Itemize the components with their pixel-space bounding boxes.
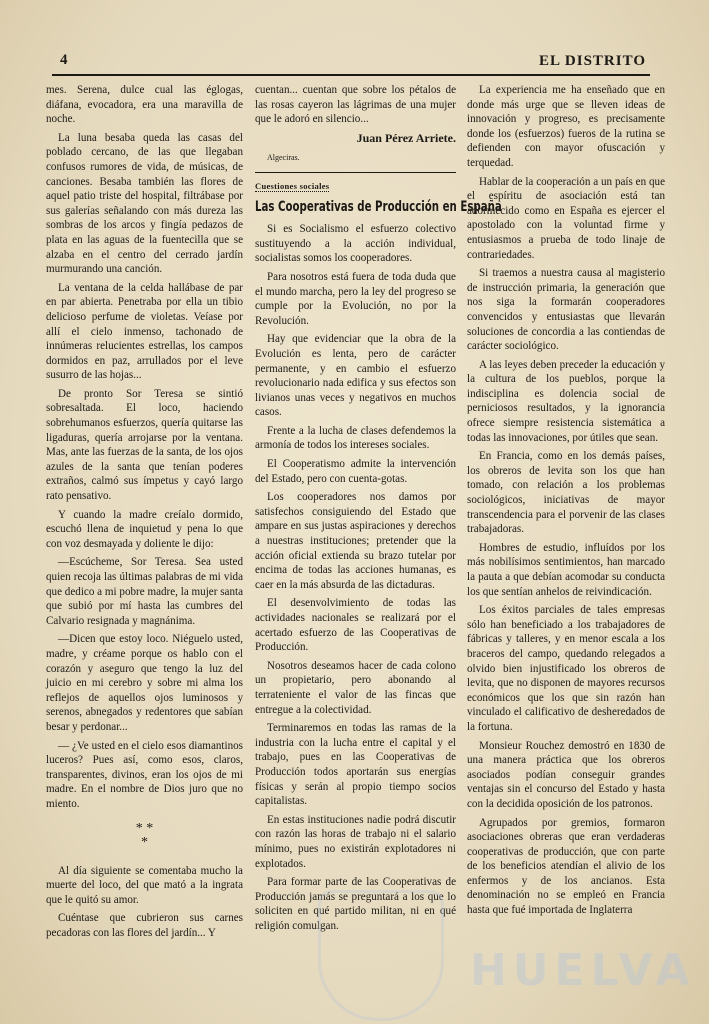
paragraph: Al día siguiente se comentaba mucho la muerte del loco, del que mató a la ingrata que le quitó su amor. xyxy=(46,864,243,906)
divider xyxy=(255,172,456,173)
paragraph: En estas instituciones nadie podrá discutir con razón las horas de trabajo ni el salario mínimo, pues no existirán explotadores ni explotados. xyxy=(255,813,456,870)
column-1 xyxy=(46,83,243,1003)
paragraph: mes. Serena, dulce cual las églogas, diáfana, evocadora, era una maravilla de noche. xyxy=(46,84,243,126)
paragraph: Cuéntase que cubrieron sus carnes pecadoras con las flores del jardín... Y xyxy=(46,912,243,939)
paragraph: Y cuando la madre creíalo dormido, escuchó llena de inquietud y pena lo que con voz desmayada y doliente le dijo: xyxy=(46,508,243,550)
page-number: 4 xyxy=(60,52,68,68)
paragraph: Frente a la lucha de clases defendemos la armonía de todos los intereses sociales. xyxy=(255,424,456,452)
paragraph: Si traemos a nuestra causa al magisterio de instrucción primaria, la generación que nos siga la formarán cooperadores convencidos y entusiastas que llevarán soluciones de concordia a las contiendas de carácter sociológico. xyxy=(467,267,665,353)
paragraph: Hablar de la cooperación a un país en que el espíritu de asociación está tan adormecido como en España es ejercer el apostolado con la voluntad firme y entusiasmos a prueba de todo linaje de contrariedades. xyxy=(467,175,665,261)
paragraph: La experiencia me ha enseñado que en donde más urge que se lleven ideas de innovación y progreso, es precisamente donde los (esfuerzos) fueros de la rutina se defienden con mayor ofuscación y terquedad. xyxy=(467,84,665,169)
article-title: Las Cooperativas de Producción en España xyxy=(255,198,502,215)
paragraph: El Cooperatismo admite la intervención del Estado, pero con cuenta-gotas. xyxy=(255,458,456,485)
section-break-asterisks: * * * xyxy=(135,820,154,850)
paragraph: Para nosotros está fuera de toda duda que el mundo marcha, pero la ley del progreso se cumple por la Evolución, no por la Revolución. xyxy=(255,270,456,327)
paragraph: Los éxitos parciales de tales empresas sólo han beneficiado a los trabajadores de fábricas y talleres, y en menor escala a los braceros del campo, quedando relegados a olvido bien injustificado los obreros de levita, que no disponen de mayores recursos económicos que los que sin razón han vinculado el calificativo de desheredados de la fortuna. xyxy=(467,604,665,733)
paragraph: Nosotros deseamos hacer de cada colono un propietario, pero abonando al terrateniente el valor de las fincas que entregue a la colectividad. xyxy=(255,659,456,716)
watermark-text: HUELVA xyxy=(470,945,696,996)
section-label xyxy=(255,179,456,194)
paragraph: En Francia, como en los demás países, los obreros de levita son los que han tomado, con relación a los problemas sociológicos, iniciativas de mayor transcendencia para el porvenir de las clases trabajadoras. xyxy=(467,450,665,536)
paragraph: Si es Socialismo el esfuerzo colectivo sustituyendo a la acción individual, socialistas somos los cooperadores. xyxy=(255,223,456,265)
paragraph: De pronto Sor Teresa se sintió sobresaltada. El loco, haciendo sobrehumanos esfuerzos, quería quitarse las ligaduras, quería arrojarse por la ventana. Mas, ante las fuerzas de la santa, de los ojos azules de la santa que tenían poderes extraños, calmó sus ímpetus y cayó largo rato pensativo. xyxy=(46,387,243,503)
paragraph: —Dicen que estoy loco. Niéguelo usted, madre, y créame porque os hablo con el corazón y aseguro que tengo la luz del juicio en mi cerebro y sobre mi alma los reflejos de aquellos ojos luminosos y serenos, abnegados y redentores que sabían besar y perdonar... xyxy=(46,633,243,733)
paragraph: A las leyes deben preceder la educación y la cultura de los pueblos, porque la indisciplina es dolencia social de perniciosos resultados, y la ignorancia ofrece siempre resistencia sistemática a todas las innovaciones, por útiles que sean. xyxy=(467,358,665,444)
watermark-shield-icon xyxy=(318,890,444,1021)
section-label-text: Cuestiones sociales xyxy=(255,180,330,191)
place-line: Algeciras. xyxy=(267,153,300,163)
paragraph: La luna besaba queda las casas del poblado cercano, de las que llegaban confusos rumores de vida, de músicas, de canciones. Besaba también las flores de aquel patio triste del hospital, filtrábase por sus galerías señalando con más dureza las sombras de los arcos y fingía pedazos de plata en las aguas de la fuentecilla que se alzaba en el centro del cerrado jardín murmurando una canción. xyxy=(46,131,243,276)
paragraph: Agrupados por gremios, formaron asociaciones obreras que eran verdaderas cooperativas de producción, que con parte de los beneficios atendían el alivio de los enfermos y de los ancianos. Esta denominación no se empleó en Francia hasta que fué importada de Inglaterra xyxy=(467,816,665,917)
author-signature: Juan Pérez Arriete. xyxy=(356,130,456,145)
paragraph: Hombres de estudio, influídos por los más nobilísimos sentimientos, han marcado la pauta a que debían acomodar su conducta los que sentían anhelos de reivindicación. xyxy=(467,541,665,598)
paragraph: La ventana de la celda hallábase de par en par abierta. Penetraba por ella un tibio delicioso perfume de violetas. Veíase por allí el cielo inmenso, tachonado de innúmeras relucientes estrellas, los campos dormidos en paz, arrullados por el leve susurro de las hojas... xyxy=(46,281,243,382)
column-2 xyxy=(255,83,502,1003)
page-header xyxy=(52,52,650,76)
paragraph: cuentan... cuentan que sobre los pétalos de las rosas cayeron las lágrimas de una mujer que le adoró en silencio... xyxy=(255,84,456,126)
paragraph: — ¿Ve usted en el cielo esos diamantinos luceros? Pues así, como esos, claros, transparentes, divinos, eran los ojos de mi madre. En el nombre de Dios juro que no miento. xyxy=(46,739,243,810)
paragraph: Para formar parte de las Cooperativas de Producción jamás se preguntará a los que lo soliciten en qué partido militan, ni en qué religión comulgan. xyxy=(255,876,456,932)
paragraph: Hay que evidenciar que la obra de la Evolución es lenta, pero de carácter permanente, y en cambio el esfuerzo revolucionario nada edifica y sus efectos son livianos unas veces y negativos en muchos casos. xyxy=(255,333,456,419)
paragraph: —Escúcheme, Sor Teresa. Sea usted quien recoja las últimas palabras de mi vida que dedico a mi pobre madre, la mujer santa que subió por mí hasta las cumbres del Calvario resignada y magnánima. xyxy=(46,556,243,627)
paragraph: El desenvolvimiento de todas las actividades nacionales se realizará por el acertado esfuerzo de las Cooperativas de Producción. xyxy=(255,597,456,654)
paragraph: Terminaremos en todas las ramas de la industria con la lucha entre el capital y el trabajo, pues en las Cooperativas de Producción todos aportarán sus energías físicas y serán al propio tiempo socios capitalistas. xyxy=(255,722,456,808)
paragraph: Monsieur Rouchez demostró en 1830 de una manera práctica que los obreros asociados podían conseguir grandes ventajas sin el concurso del Estado y hasta con la decidida oposición de los patronos. xyxy=(467,739,665,810)
journal-name: EL DISTRITO xyxy=(538,53,646,69)
column-3 xyxy=(467,83,665,1003)
paragraph: Los cooperadores nos damos por satisfechos consiguiendo del Estado que ampare en sus justas aspiraciones y derechos a nuestras instituciones; pretender que la acción oficial extienda su brazo tutelar por encima de todas las acciones humanas, es caer en la más absurda de las dictaduras. xyxy=(255,491,456,591)
